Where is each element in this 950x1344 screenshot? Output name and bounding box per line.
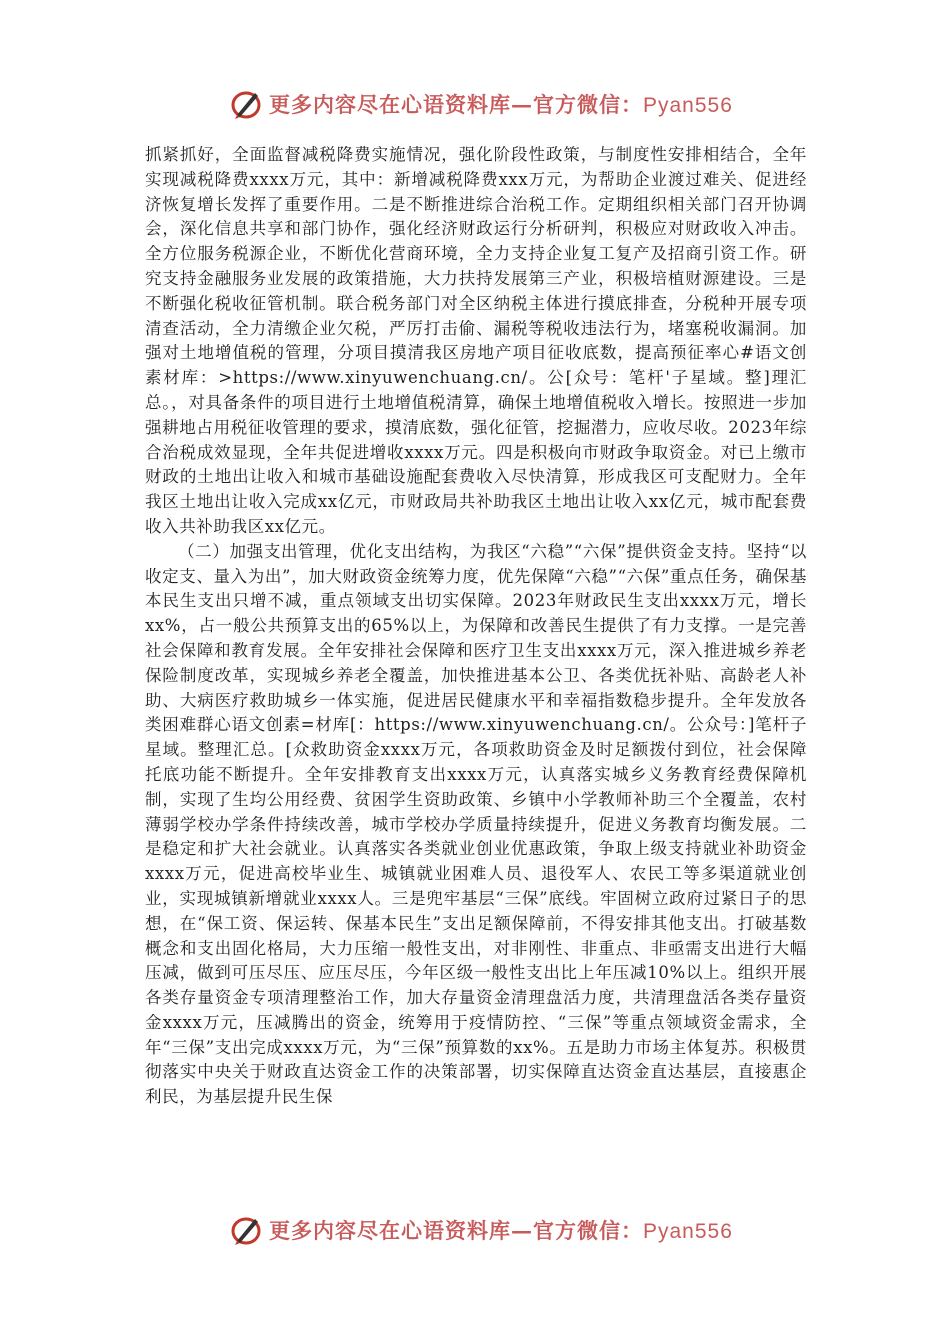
header-banner xyxy=(0,84,950,124)
header-banner-text: 更多内容尽在心语资料库—官方微信：Pyan556 xyxy=(269,92,733,117)
header-wechat-id: Pyan556 xyxy=(643,94,733,117)
document-body xyxy=(145,143,807,1110)
paragraph-1: 抓紧抓好，全面监督减税降费实施情况，强化阶段性政策，与制度性安排相结合，全年实现减税降费xxxx万元，其中：新增减税降费xxx万元，为帮助企业渡过难关、促进经济恢复增长发挥了重要作用。二是不断推进综合治税工作。定期组织相关部门召开协调会，深化信息共享和部门协作，强化经济财政运行分析研判，积极应对财政收入冲击。全方位服务税源企业，不断优化营商环境，全力支持企业复工复产及招商引资工作。研究支持金融服务业发展的政策措施，大力扶持发展第三产业，积极培植财源建设。三是不断强化税收征管机制。联合税务部门对全区纳税主体进行摸底排查，分税种开展专项清查活动，全力清缴企业欠税，严厉打击偷、漏税等税收违法行为，堵塞税收漏洞。加强对土地增值税的管理，分项目摸清我区房地产项目征收底数，提高预征率心#语文创素材库：>https://www.xinyuwenchuang.cn/。公[众号：笔杆'子星域。整]理汇总。，对具备条件的项目进行土地增值税清算，确保土地增值税收入增长。按照进一步加强耕地占用税征收管理的要求，摸清底数，强化征管，挖掘潜力，应收尽收。2023年综合治税成效显现，全年共促进增收xxxx万元。四是积极向市财政争取资金。对已上缴市财政的土地出让收入和城市基础设施配套费收入尽快清算，形成我区可支配财力。全年我区土地出让收入完成xx亿元，市财政局共补助我区土地出让收入xx亿元，城市配套费收入共补助我区xx亿元。 xyxy=(145,145,807,536)
pen-ring-logo-icon xyxy=(229,1213,263,1247)
footer-banner-text: 更多内容尽在心语资料库—官方微信：Pyan556 xyxy=(269,1218,733,1243)
footer-wechat-id: Pyan556 xyxy=(643,1220,733,1243)
paragraph-2: （二）加强支出管理，优化支出结构，为我区“六稳”“六保”提供资金支持。坚持“以收定支、量入为出”，加大财政资金统筹力度，优先保障“六稳”“六保”重点任务，确保基本民生支出只增不减，重点领域支出切实保障。2023年财政民生支出xxxx万元，增长xx%，占一般公共预算支出的65%以上，为保障和改善民生提供了有力支撑。一是完善社会保障和教育发展。全年安排社会保障和医疗卫生支出xxxx万元，深入推进城乡养老保险制度改革，实现城乡养老全覆盖，加快推进基本公卫、各类优抚补贴、高龄老人补助、大病医疗救助城乡一体实施，促进居民健康水平和幸福指数稳步提升。全年发放各类困难群心语文创素=材库[：https://www.xinyuwenchuang.cn/。公众号：]笔杆子星域。整理汇总。[众救助资金xxxx万元，各项救助资金及时足额拨付到位，社会保障托底功能不断提升。全年安排教育支出xxxx万元，认真落实城乡义务教育经费保障机制，实现了生均公用经费、贫困学生资助政策、乡镇中小学教师补助三个全覆盖，农村薄弱学校办学条件持续改善，城市学校办学质量持续提升，促进义务教育均衡发展。二是稳定和扩大社会就业。认真落实各类就业创业优惠政策，争取上级支持就业补助资金xxxx万元，促进高校毕业生、城镇就业困难人员、退役军人、农民工等多渠道就业创业，实现城镇新增就业xxxx人。三是兜牢基层“三保”底线。牢固树立政府过紧日子的思想，在“保工资、保运转、保基本民生”支出足额保障前，不得安排其他支出。打破基数概念和支出固化格局，大力压缩一般性支出，对非刚性、非重点、非亟需支出进行大幅压减，做到可压尽压、应压尽压，今年区级一般性支出比上年压减10%以上。组织开展各类存量资金专项清理整治工作，加大存量资金清理盘活力度，共清理盘活各类存量资金xxxx万元，压减腾出的资金，统筹用于疫情防控、“三保”等重点领域资金需求，全年“三保”支出完成xxxx万元，为“三保”预算数的xx%。五是助力市场主体复苏。积极贯彻落实中央关于财政直达资金工作的决策部署，切实保障直达资金直达基层，直接惠企利民，为基层提升民生保 xyxy=(145,541,807,1107)
pen-ring-logo-icon xyxy=(229,87,263,121)
footer-banner xyxy=(0,1210,950,1250)
